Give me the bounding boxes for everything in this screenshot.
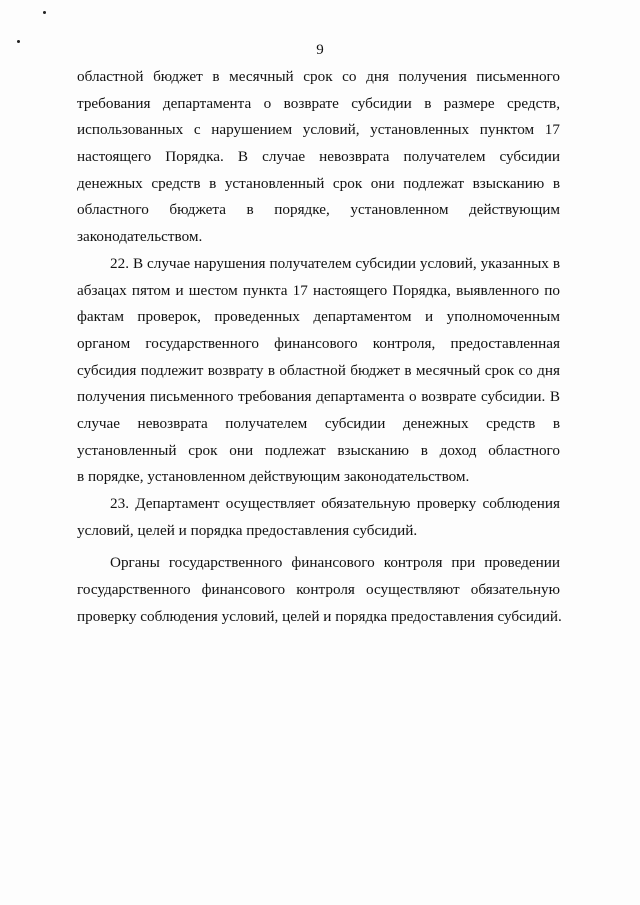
text-line: 22. В случае нарушения получателем субсидии условий, указанных в	[110, 254, 560, 272]
text-line: установленный срок они подлежат взысканию в доход областного	[77, 441, 560, 459]
text-line: субсидия подлежит возврату в областной бюджет в месячный срок со дня	[77, 361, 560, 379]
text-line: областной бюджет в месячный срок со дня получения письменного	[77, 68, 560, 85]
text-line: областного бюджета в порядке, установленном действующим	[77, 201, 560, 219]
text-line: Органы государственного финансового контроля при проведении	[110, 554, 560, 572]
paragraph-23	[77, 491, 560, 544]
paragraph-22	[77, 251, 560, 491]
text-line: законодательством.	[77, 228, 203, 246]
paragraph-control-bodies	[77, 550, 560, 630]
text-line: денежных средств в установленный срок они подлежат взысканию в	[77, 174, 560, 192]
text-line: требования департамента о возврате субсидии в размере средств,	[77, 94, 560, 112]
text-line: получения письменного требования департамента о возврате субсидии. В	[77, 388, 560, 406]
paragraph-1	[77, 64, 560, 251]
text-line: органом государственного финансового контроля, предоставленная	[77, 334, 560, 352]
body-text	[77, 64, 560, 630]
text-line: случае невозврата получателем субсидии денежных средств в	[77, 414, 560, 432]
text-line: в порядке, установленном действующим законодательством.	[77, 468, 470, 486]
text-line: абзацах пятом и шестом пункта 17 настоящего Порядка, выявленного по	[77, 281, 560, 299]
text-line: использованных с нарушением условий, установленных пунктом 17	[77, 121, 560, 139]
text-line: государственного финансового контроля осуществляют обязательную	[77, 581, 560, 599]
text-line: проверку соблюдения условий, целей и порядка предоставления субсидий.	[77, 607, 562, 625]
scan-speck	[43, 11, 46, 14]
text-line: 23. Департамент осуществляет обязательную проверку соблюдения	[110, 495, 560, 512]
text-line: фактам проверок, проведенных департаментом и уполномоченным	[77, 308, 560, 326]
text-line: условий, целей и порядка предоставления субсидий.	[77, 521, 418, 539]
page-number: 9	[316, 42, 324, 58]
text-line: настоящего Порядка. В случае невозврата получателем субсидии	[77, 148, 560, 166]
